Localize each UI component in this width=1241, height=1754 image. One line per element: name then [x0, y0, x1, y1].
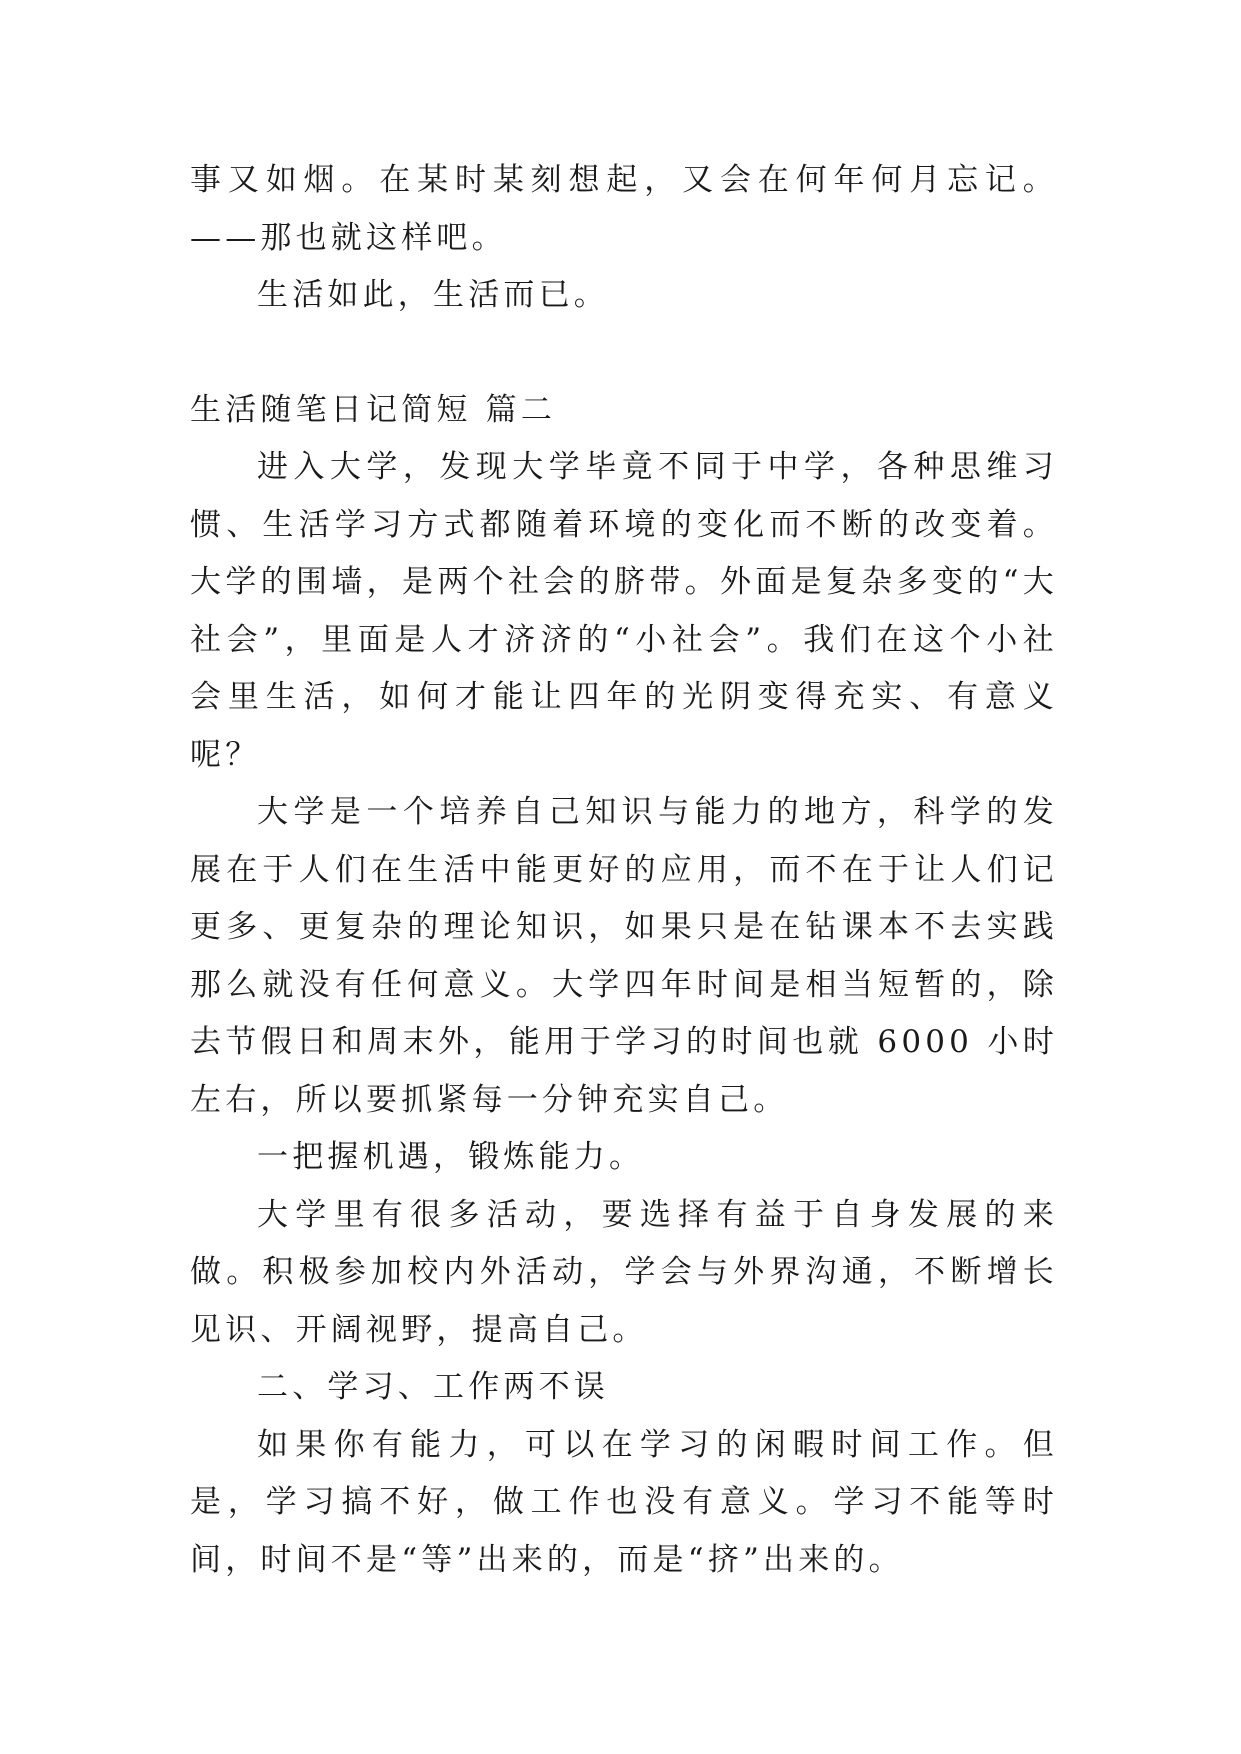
- paragraph-continuation: 事又如烟。在某时某刻想起，又会在何年何月忘记。——那也就这样吧。: [190, 162, 1058, 256]
- paragraph: 一把握机遇，锻炼能力。: [257, 1139, 645, 1175]
- paragraph: 大学是一个培养自己知识与能力的地方，科学的发展在于人们在生活中能更好的应用，而不在于让人们记更多、更复杂的理论知识，如果只是在钻课本不去实践那么就没有任何意义。大学四年时间是相当短暂的，除去节假日和周末外，能用于学习的时间也就 6000 小时左右，所以要抓紧每一分钟充实自己。: [190, 794, 1058, 1118]
- paragraph: 二、学习、工作两不误: [257, 1369, 609, 1405]
- paragraph: 如果你有能力，可以在学习的闲暇时间工作。但是，学习搞不好，做工作也没有意义。学习不能等时间，时间不是“等”出来的，而是“挤”出来的。: [190, 1426, 1058, 1578]
- paragraph: 大学里有很多活动，要选择有益于自身发展的来做。积极参加校内外活动，学会与外界沟通，不断增长见识、开阔视野，提高自己。: [190, 1196, 1058, 1348]
- document-body: [190, 152, 1058, 1589]
- paragraph: 生活如此，生活而已。: [257, 277, 609, 313]
- paragraph: 进入大学，发现大学毕竟不同于中学，各种思维习惯、生活学习方式都随着环境的变化而不断的改变着。大学的围墙，是两个社会的脐带。外面是复杂多变的“大社会”，里面是人才济济的“小社会”。我们在这个小社会里生活，如何才能让四年的光阴变得充实、有意义呢？: [190, 449, 1058, 773]
- section-heading: 生活随笔日记简短 篇二: [190, 391, 557, 428]
